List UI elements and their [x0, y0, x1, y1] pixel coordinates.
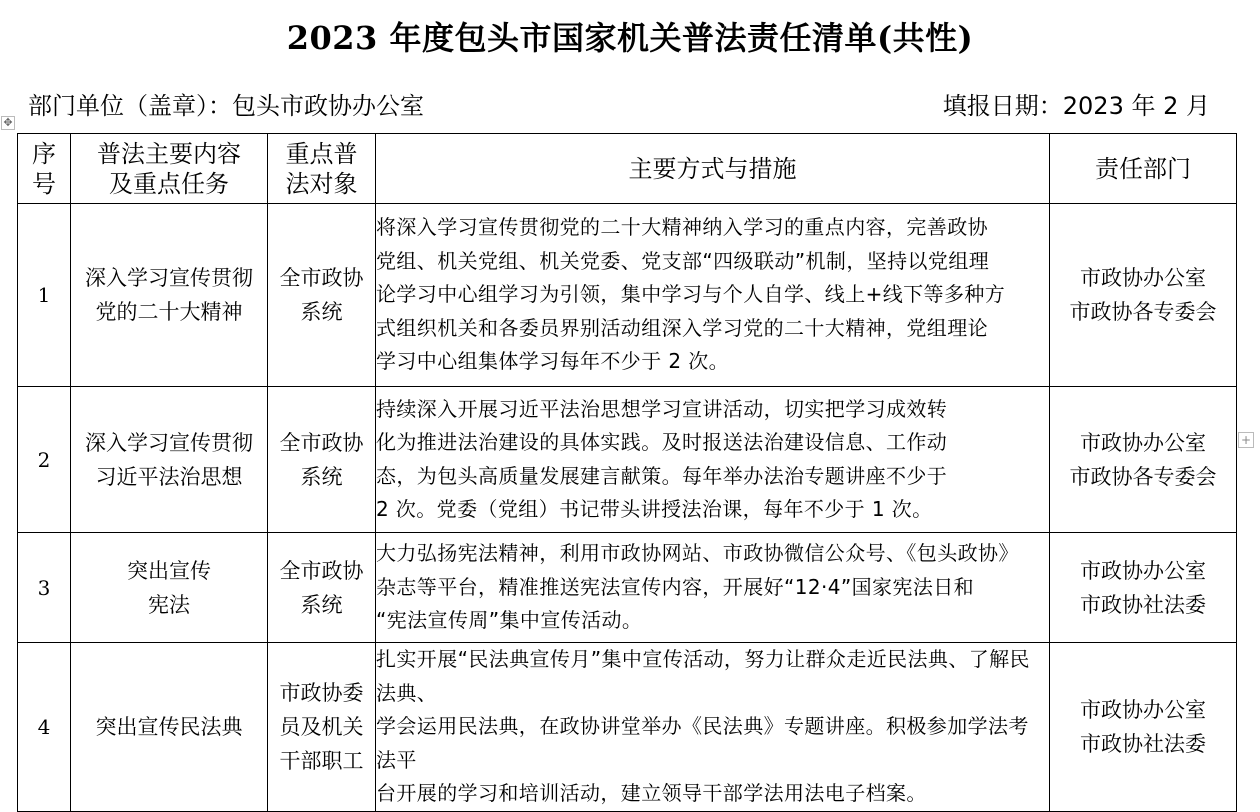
row-target: 全市政协 系统 [268, 533, 376, 643]
header-task: 普法主要内容 及重点任务 [71, 134, 268, 204]
add-row-icon[interactable]: + [1238, 432, 1254, 448]
header-seq: 序 号 [18, 134, 71, 204]
row-dept: 市政协办公室 市政协各专委会 [1050, 387, 1237, 533]
responsibility-table [17, 133, 1237, 812]
row-dept: 市政协办公室 市政协各专委会 [1050, 204, 1237, 387]
row-seq: 3 [18, 533, 71, 643]
row-seq: 1 [18, 204, 71, 387]
table-row [18, 533, 1237, 643]
move-handle-icon[interactable]: ✥ [1, 116, 15, 130]
row-task: 深入学习宣传贯彻 习近平法治思想 [71, 387, 268, 533]
row-measure: 大力弘扬宪法精神，利用市政协网站、市政协微信公众号、《包头政协》 杂志等平台，精准推送宪法宣传内容，开展好“12·4”国家宪法日和 “宪法宣传周”集中宣传活动。 [376, 533, 1050, 643]
row-task: 突出宣传民法典 [71, 643, 268, 812]
row-dept: 市政协办公室 市政协社法委 [1050, 533, 1237, 643]
table-row [18, 387, 1237, 533]
unit-label: 部门单位（盖章）：包头市政协办公室 [28, 92, 424, 120]
row-task: 深入学习宣传贯彻 党的二十大精神 [71, 204, 268, 387]
table-row [18, 643, 1237, 812]
table-row [18, 204, 1237, 387]
date-label: 填报日期：2023 年 2 月 [942, 92, 1210, 120]
row-task: 突出宣传 宪法 [71, 533, 268, 643]
header-dept: 责任部门 [1050, 134, 1237, 204]
row-measure: 将深入学习宣传贯彻党的二十大精神纳入学习的重点内容，完善政协 党组、机关党组、机关党委、党支部“四级联动”机制，坚持以党组理 论学习中心组学习为引领，集中学习与个人自学、线上+线下等多种方 式组织机关和各委员界别活动组深入学习党的二十大精神，党组理论 学习中心组集体学习每年不少于 2 次。 [376, 204, 1050, 387]
header-target: 重点普 法对象 [268, 134, 376, 204]
table-header-row [18, 134, 1237, 204]
row-target: 市政协委 员及机关 干部职工 [268, 643, 376, 812]
row-target: 全市政协 系统 [268, 387, 376, 533]
row-seq: 4 [18, 643, 71, 812]
header-measure: 主要方式与措施 [376, 134, 1050, 204]
row-measure: 持续深入开展习近平法治思想学习宣讲活动，切实把学习成效转 化为推进法治建设的具体实践。及时报送法治建设信息、工作动 态，为包头高质量发展建言献策。每年举办法治专题讲座不少于 2 次。党委（党组）书记带头讲授法治课，每年不少于 1 次。 [376, 387, 1050, 533]
row-seq: 2 [18, 387, 71, 533]
row-dept: 市政协办公室 市政协社法委 [1050, 643, 1237, 812]
document-title: 2023 年度包头市国家机关普法责任清单(共性) [286, 19, 974, 57]
row-target: 全市政协 系统 [268, 204, 376, 387]
row-measure: 扎实开展“民法典宣传月”集中宣传活动，努力让群众走近民法典、了解民法典、 学会运用民法典，在政协讲堂举办《民法典》专题讲座。积极参加学法考法平 台开展的学习和培训活动，建立领导干部学法用法电子档案。 [376, 643, 1050, 812]
